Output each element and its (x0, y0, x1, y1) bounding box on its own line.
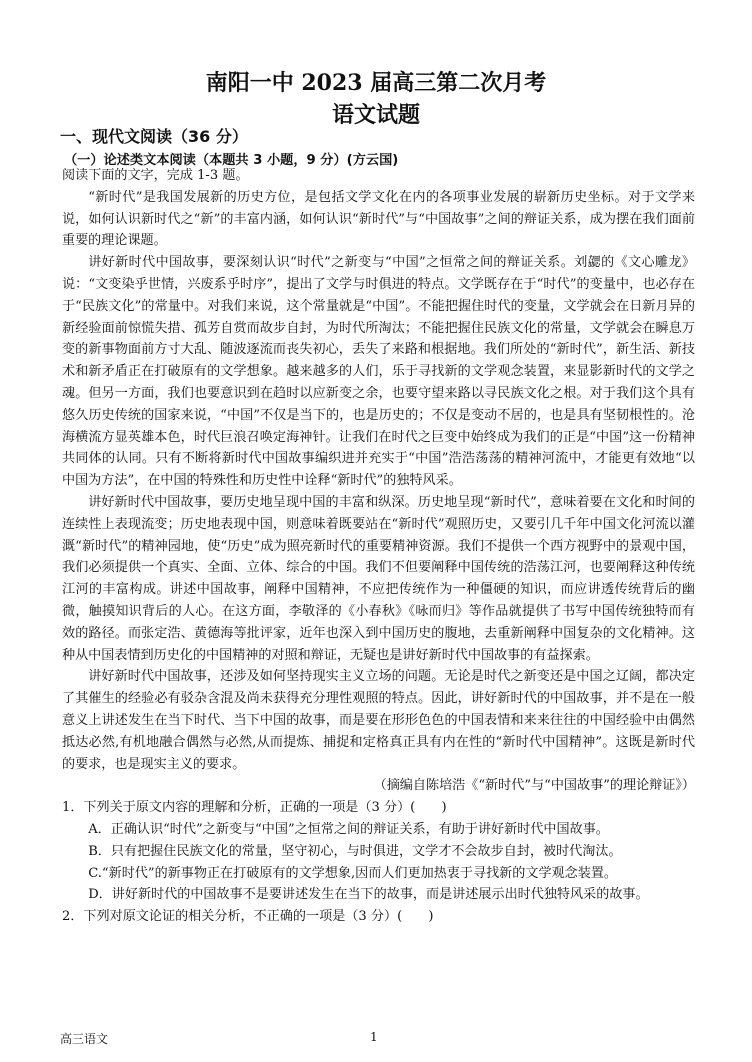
reading-body (62, 165, 695, 928)
section-heading: 一、现代文阅读（36 分） (60, 127, 248, 146)
footer-subject: 高三语文 (60, 1032, 109, 1046)
question-2-stem: 2．下列对原文论证的相关分析，不正确的一项是（3 分）( ) (62, 909, 434, 925)
question-1-option-a[interactable]: A．正确认识“时代”之新变与“中国”之恒常之间的辩证关系，有助于讲好新时代中国故事。 (88, 821, 609, 837)
passage-paragraph-2: 讲好新时代中国故事，要深刻认识“时代”之新变与“中国”之恒常之间的辩证关系。刘勰的《文心雕龙》说：“文变染乎世情，兴废系乎时序”，提出了文学与时俱进的特点。文学既存在于“时代”的变量中，也必存在于“民族文化”的常量中。对我们来说，这个常量就是“中国”。不能把握住时代的变量，文学就会在日新月异的新经验面前惊慌失措、孤芳自赏而故步自封，为时代所淘汰；不能把握住民族文化的常量，文学就会在瞬息万变的新事物面前方寸大乱、随波逐流而丧失初心，丢失了来路和根据地。我们所处的“新时代”，新生活、新技术和新矛盾正在打破原有的文学想象。越来越多的人们，乐于寻找新的文学观念装置，来显影新时代的文学之魂。但另一方面，我们也要意识到在趋时以应新变之余，也要守望来路以寻民族文化之根。对于我们这个具有悠久历史传统的国家来说，“中国”不仅是当下的，也是历史的；不仅是变动不居的，也是具有坚韧根性的。沧海横流方显英雄本色，时代巨浪召唤定海神针。让我们在时代之巨变中始终成为我们的正是“中国”这一份精神共同体的认同。只有不断将新时代中国故事编织进并充实于“中国”浩浩荡荡的精神河流中，才能更有效地“以中国为方法”，在中国的特殊性和历史性中诠释“新时代”的独特风采。 (62, 255, 695, 489)
passage-paragraph-3: 讲好新时代中国故事，要历史地呈现中国的丰富和纵深。历史地呈现“新时代”，意味着要在文化和时间的连续性上表现流变；历史地表现中国，则意味着既要站在“新时代”观照历史，又要引几千年中国文化河流以灌溉“新时代”的精神园地，使“历史”成为照亮新时代的重要精神资源。我们不提供一个西方视野中的景观中国，我们必须提供一个真实、全面、立体、综合的中国。我们不但要阐释中国传统的浩荡江河，也要阐释这种传统江河的丰富构成。讲述中国故事，阐释中国精神，不应把传统作为一种僵硬的知识，而应讲透传统背后的幽微，触摸知识背后的人心。在这方面，李敬泽的《小春秋》《咏而归》等作品就提供了书写中国传统独特而有效的路径。而张定浩、黄德海等批评家，近年也深入到中国历史的腹地，去重新阐释中国复杂的文化精神。这种从中国表情到历史化的中国精神的对照和辩证，无疑也是讲好新时代中国故事的有益探索。 (62, 494, 695, 663)
question-1-option-c[interactable]: C.“新时代”的新事物正在打破原有的文学想象,因而人们更加热衷于寻找新的文学观念装置。 (88, 865, 618, 881)
instruction: 阅读下面的文字，完成 1-3 题。 (62, 168, 249, 183)
passage-paragraph-4: 讲好新时代中国故事，还涉及如何坚持现实主义立场的问题。无论是时代之新变还是中国之辽阔，都决定了其催生的经验必有驳杂含混及尚未获得充分理性观照的特点。因此，讲好新时代的中国故事，并不是在一般意义上讲述发生在当下时代、当下中国的故事，而是要在形形色色的中国表情和来来往往的中国经验中由偶然抵达必然,有机地融合偶然与必然,从而提炼、捕捉和定格真正具有内在性的“新时代中国精神”。这既是新时代的要求，也是现实主义的要求。 (62, 669, 695, 772)
source-citation: （摘编自陈培浩《“新时代”与“中国故事”的理论辩证》） (373, 778, 695, 794)
question-1-stem: 1．下列关于原文内容的理解和分析，正确的一项是（3 分）( ) (62, 800, 447, 816)
exam-subtitle: 语文试题 (331, 102, 420, 128)
subsection-heading: （一）论述类文本阅读（本题共 3 小题，9 分）(方云国) (64, 153, 399, 168)
question-1-option-d[interactable]: D．讲好新时代的中国故事不是要讲述发生在当下的故事，而是讲述展示出时代独特风采的故事。 (88, 887, 649, 903)
page-number: 1 (370, 1030, 378, 1044)
exam-title: 南阳一中 2023 届高三第二次月考 (205, 70, 547, 96)
passage-paragraph-1: “新时代”是我国发展新的历史方位，是包括文学文化在内的各项事业发展的崭新历史坐标。对于文学来说，如何认识新时代之“新”的丰富内涵，如何认识“新时代”与“中国故事”之间的辩证关系，成为摆在我们面前重要的理论课题。 (62, 189, 695, 249)
question-1-option-b[interactable]: B．只有把握住民族文化的常量，坚守初心，与时俱进，文学才不会故步自封，被时代淘汰。 (88, 843, 622, 859)
